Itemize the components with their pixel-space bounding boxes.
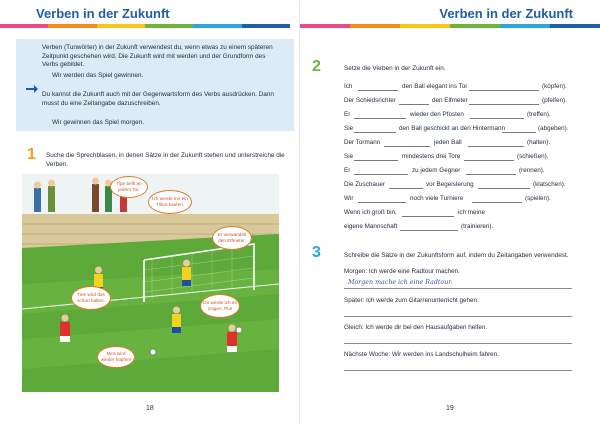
info-paragraph-2: Du kannst die Zukunft auch mit der Gegenwartsform des Verbs ausdrücken. Dann musst du eine Zeitangabe dazuschreiben. — [42, 91, 274, 107]
fill-blank[interactable] — [478, 188, 530, 189]
stripe-segment — [48, 24, 96, 28]
fill-blank[interactable] — [502, 132, 536, 133]
fill-blank[interactable] — [464, 160, 514, 161]
page-number-right: 19 — [446, 405, 454, 412]
task-2-instruction: Setze die Verben in der Zukunft ein. — [344, 65, 446, 72]
fill-blank[interactable] — [358, 202, 406, 203]
page-number-left: 18 — [146, 405, 154, 412]
fill-row-10: Wenn ich groß bin, ich meine — [344, 209, 485, 216]
task-3-prompt-1: Morgen: Ich werde eine Radtour machen. — [344, 268, 460, 275]
fill-blank[interactable] — [400, 230, 458, 231]
arrow-right-icon — [26, 85, 38, 93]
stripe-segment — [97, 24, 145, 28]
task-3-prompt-4: Nächste Woche: Wir werden ins Landschulheim fahren. — [344, 351, 499, 358]
task-2-number: 2 — [312, 58, 321, 75]
task-1-instruction: Suche die Sprechblasen, in denen Sätze in der Zukunft stehen und unterstreiche die Verben. — [46, 152, 285, 168]
task-3-instruction: Schreibe die Sätze in der Zukunftsform auf, indem du Zeitangaben verwendest. — [344, 252, 569, 259]
fill-blank[interactable] — [466, 174, 516, 175]
speech-bubble-2: Ich werde mir ein Trikot kaufen. — [148, 190, 192, 214]
fill-blank[interactable] — [354, 118, 406, 119]
stripe-segment — [242, 24, 290, 28]
stripe-segment — [0, 24, 48, 28]
writing-line[interactable] — [344, 316, 572, 317]
fill-blank[interactable] — [384, 146, 430, 147]
fill-row-4: Sie den Ball geschickt an den Hintermann (abgeben). — [344, 125, 569, 132]
speech-bubble-3: Er verwandelt den Elfmeter. — [212, 226, 252, 250]
info-example-2: Wir gewinnen das Spiel morgen. — [52, 119, 144, 126]
fill-blank[interactable] — [469, 90, 539, 91]
color-stripe-right — [300, 24, 600, 28]
speech-bubble-6: Mira wird wieder köpfen! — [97, 346, 135, 368]
speech-bubble-1: Tipe bellt an jedem Tor. — [110, 176, 148, 198]
fill-blank[interactable] — [354, 174, 408, 175]
stripe-segment — [550, 24, 600, 28]
stripe-segment — [145, 24, 193, 28]
writing-line[interactable] — [344, 288, 572, 289]
fill-blank[interactable] — [354, 132, 396, 133]
fill-blank[interactable] — [469, 104, 539, 105]
stripe-segment — [450, 24, 500, 28]
right-page-title: Verben in der Zukunft — [439, 6, 573, 21]
task-1-number: 1 — [27, 146, 36, 163]
fill-blank[interactable] — [472, 202, 522, 203]
speech-bubble-5: Dir werde ich es zeigen, Pia! — [200, 294, 240, 318]
fill-blank[interactable] — [354, 160, 398, 161]
fill-row-7: Er zu jedem Gegner (rennen). — [344, 167, 545, 174]
stripe-segment — [193, 24, 241, 28]
fill-row-11: eigene Mannschaft (trainieren). — [344, 223, 494, 230]
fill-blank[interactable] — [358, 90, 398, 91]
writing-line[interactable] — [344, 343, 572, 344]
stripe-segment — [300, 24, 350, 28]
fill-row-9: Wir noch viele Turniere (spielen). — [344, 195, 551, 202]
info-box — [16, 39, 294, 131]
fill-row-2: Der Schiedsrichter den Elfmeter (pfeifen). — [344, 97, 567, 104]
color-stripe-left — [0, 24, 290, 28]
writing-line[interactable] — [344, 370, 572, 371]
stripe-segment — [500, 24, 550, 28]
fill-row-5: Der Tormann jeden Ball (halten). — [344, 139, 551, 146]
left-page-title: Verben in der Zukunft — [36, 6, 170, 21]
fill-row-1: Ich den Ball elegant ins Tor (köpfen). — [344, 83, 567, 90]
info-example-1: Wir werden das Spiel gewinnen. — [52, 72, 144, 79]
fill-row-6: Sie mindestens drei Tore (schießen). — [344, 153, 549, 160]
task-3-prompt-2: Später: Ich werde zum Gitarrenunterricht gehen. — [344, 297, 479, 304]
stripe-segment — [350, 24, 400, 28]
stripe-segment — [400, 24, 450, 28]
task-3-prompt-3: Gleich: Ich werde dir bei den Hausaufgaben helfen. — [344, 324, 488, 331]
fill-blank[interactable] — [470, 118, 524, 119]
fill-blank[interactable] — [468, 146, 524, 147]
fill-blank[interactable] — [389, 188, 423, 189]
example-answer: Morgen mache ich eine Radtour. — [348, 279, 453, 286]
fill-row-8: Die Zuschauer vor Begeisterung (klatschen). — [344, 181, 566, 188]
speech-bubble-4: Tine wird das schon halten. — [71, 286, 111, 310]
info-paragraph-1: Verben (Tunwörter) in der Zukunft verwendest du, wenn etwas zu einem späteren Zeitpunkt geschehen wird. Die Zukunft wird mit werden und der Grundform des Verbs gebildet. — [42, 44, 273, 69]
fill-blank[interactable] — [399, 104, 429, 105]
fill-row-3: Er wieder den Pfosten (treffen). — [344, 111, 551, 118]
task-3-number: 3 — [312, 244, 321, 261]
fill-blank[interactable] — [402, 216, 454, 217]
